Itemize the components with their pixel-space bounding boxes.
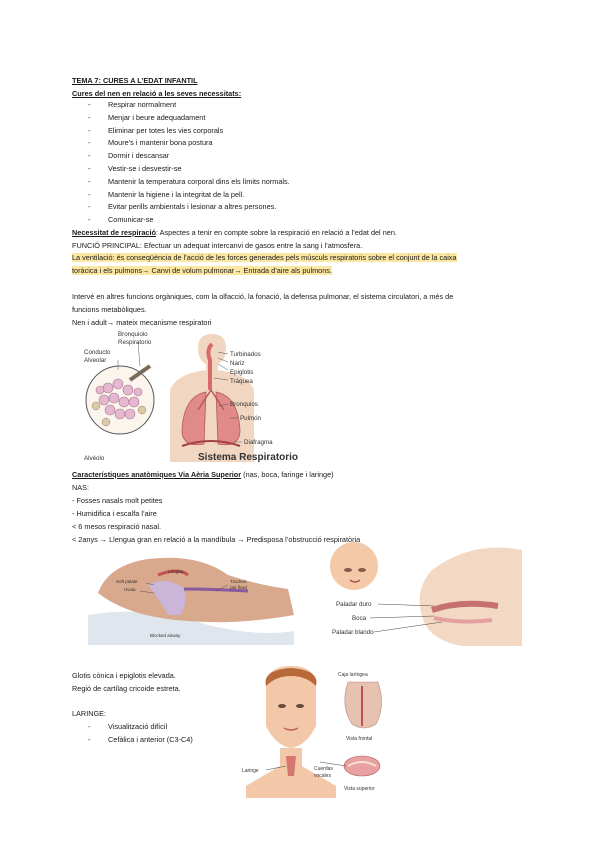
label-lengua: Lengua bbox=[168, 569, 184, 574]
larynx-label: LARINGE: bbox=[72, 709, 107, 718]
list-item: - Eliminar per totes les vies corporals bbox=[88, 125, 224, 135]
list-item: - Mantenir la temperatura corporal dins els límits normals. bbox=[88, 176, 290, 186]
page-title: TEMA 7: CURES A L’EDAT INFANTIL bbox=[72, 76, 198, 85]
nas-item: < 6 mesos respiració nasal. bbox=[72, 522, 162, 531]
label-turbinados: Turbinados bbox=[230, 351, 261, 358]
list-item: - Cefàlica i anterior (C3-C4) bbox=[88, 735, 193, 744]
needs-list bbox=[88, 99, 290, 227]
respiration-heading: Necessitat de respiració bbox=[72, 228, 156, 237]
ventilation-line-1: La ventilació: és conseqüència de l’acció de les forces generades pels músculs respiratoris sobre el conjunt de la caixa bbox=[72, 253, 457, 262]
anatomy-heading: Característiques anatòmiques Via Aèria Superior bbox=[72, 470, 242, 479]
label-vista-frontal: Vista frontal bbox=[346, 736, 373, 742]
nas-item: - Humidifica i escalfa l’aire bbox=[72, 509, 157, 518]
infant-palate-figure bbox=[322, 540, 522, 646]
label-cuerdas: Cuerdas bbox=[314, 766, 333, 772]
list-item: - Respirar normalment bbox=[88, 100, 177, 109]
larynx-figure bbox=[236, 666, 388, 798]
label-caja-laringea: Caja laríngea bbox=[338, 672, 368, 678]
list-item: - Dormir i descansar bbox=[88, 151, 170, 161]
list-item: - Vestir-se i desvestir-se bbox=[88, 163, 182, 173]
list-item: - Moure’s i mantenir bona postura bbox=[88, 138, 213, 148]
label-paladar-blando: Paladar blando bbox=[332, 629, 374, 636]
nas-item: < 2anys → Llengua gran en relació a la mandíbula → Predisposa l’obstrucció respiratòria bbox=[72, 535, 361, 544]
anatomy-heading-line: Característiques anatòmiques Via Aèria Superior (nas, boca, faringe i laringe) bbox=[72, 470, 334, 479]
label-trachea: Trachea bbox=[230, 579, 247, 584]
label-vista-superior: Vista superior bbox=[344, 786, 375, 792]
label-bronquiolo: Bronquiolo bbox=[118, 331, 148, 338]
label-alveolo: Alvéolo bbox=[84, 455, 105, 462]
list-item: - Menjar i beure adequadament bbox=[88, 112, 206, 122]
label-pulmon: Pulmón bbox=[240, 415, 261, 422]
label-conducto: Conducto bbox=[84, 349, 111, 356]
list-item: - Visualització difícil bbox=[88, 722, 168, 731]
glottis-note: Glotis cònica i epiglotis elevada. bbox=[72, 671, 176, 680]
label-bronquios: Bronquios bbox=[230, 401, 258, 408]
label-nariz: Nariz bbox=[230, 360, 245, 367]
respiratory-system-figure bbox=[78, 330, 298, 462]
label-vocales: vocales bbox=[314, 773, 331, 779]
label-respiratorio: Respiratorio bbox=[118, 339, 152, 346]
list-item: - Evitar perills ambientals i lesionar a altres persones. bbox=[88, 202, 277, 212]
label-uvula: Uvula bbox=[124, 587, 136, 592]
label-laringe: Laringe bbox=[242, 768, 259, 774]
label-soft-palate: Soft palate bbox=[116, 579, 138, 584]
main-function: FUNCIÓ PRINCIPAL: Efectuar un adequat intercanvi de gasos entre la sang i l’atmosfera. bbox=[72, 241, 363, 250]
list-item: - Comunicar-se bbox=[88, 215, 154, 225]
cricoid-note: Regió de cartílag cricoide estreta. bbox=[72, 684, 181, 693]
ventilation-line-2: toràcica i els pulmons→ Canvi de volum pulmonar→ Entrada d’aire als pulmons. bbox=[72, 266, 332, 275]
label-alveolar: Alveolar bbox=[84, 357, 107, 364]
figure-title: Sistema Respiratorio bbox=[198, 452, 298, 462]
needs-heading: Cures del nen en relació a les seves necessitats: bbox=[72, 89, 242, 98]
respiration-heading-line: Necessitat de respiració: Aspectes a tenir en compte sobre la respiració en relació a l’edat del nen. bbox=[72, 228, 397, 237]
airway-obstruction-figure bbox=[88, 545, 294, 645]
label-epiglotis: Epiglotis bbox=[230, 369, 254, 376]
intervenes-line-2: funcions metabòliques. bbox=[72, 305, 147, 314]
nas-label: NAS: bbox=[72, 483, 90, 492]
label-diafragma: Diafragma bbox=[244, 439, 273, 446]
nas-item: - Fosses nasals molt petites bbox=[72, 496, 163, 505]
intervenes-line-1: Intervé en altres funcions orgàniques, com la olfacció, la fonació, la defensa pulmonar, el sistema circulatori, a més de bbox=[72, 292, 454, 301]
label-blocked-airway: Blocked airway bbox=[150, 633, 181, 638]
label-paladar-duro: Paladar duro bbox=[336, 601, 372, 608]
label-airflow: (air flow) bbox=[230, 585, 248, 590]
list-item: - Mantenir la higiene i la integritat de la pell. bbox=[88, 189, 245, 199]
label-traquea: Tráquea bbox=[230, 378, 253, 385]
label-boca: Boca bbox=[352, 615, 367, 622]
child-adult-note: Nen i adult→ mateix mecanisme respiratori bbox=[72, 318, 212, 327]
